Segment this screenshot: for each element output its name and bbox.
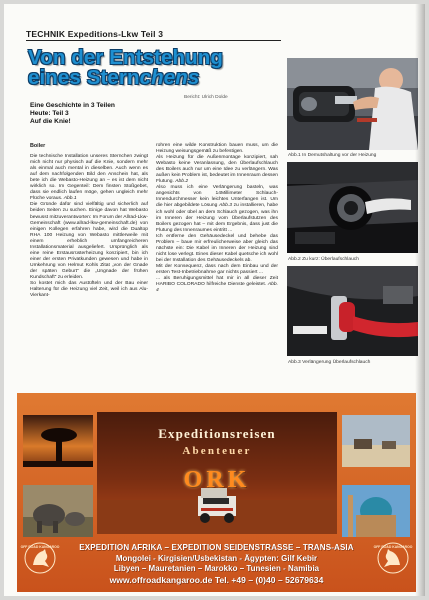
title-line-2 (28, 68, 283, 88)
photo-overflow-hose-extension (287, 266, 418, 356)
kangaroo-logo-right-text: OFF ROAD KANGAROO (373, 545, 413, 549)
ad-photo-mosque (342, 485, 410, 537)
ad-brand-ork: ORK (183, 467, 251, 493)
article-title (28, 48, 283, 88)
col1-paragraph-2: Die Gründe dafür sind vielfältig und sicherlich auf beiden Seiten zu suchen. Einige davon hat Webasto bewusst mitzuverantworten: Im Forum der Allrad-Lkw-Gemeinschaft (www.allrad-lkw-gemeinschaft.de) von einigen Kollegen erfahren habe, wird die Dualtop RHA 100 Heizung von Webasto mittlerweile mit einem erheblich umfangreicheren Installationsmaterial ausgeliefert. Ursprünglich als eine reine Erstausrüsterheizung konzipiert, bin ich einer der ersten Privatkunden gewesen und habe in Umkehrung von Helmut Kohls Zitat „von der Gnade der späten Geburt“ die „Ungnade der frühen Kundschaft“ zu erleiden. (30, 202, 148, 280)
header-rule (26, 40, 281, 41)
travel-advertisement (17, 393, 416, 592)
ad-photo-desert-convoy (342, 415, 410, 467)
photo-overflow-hose-short (287, 162, 418, 253)
ad-text-block (17, 543, 416, 585)
title-line-2-prefix: eines Stern (28, 66, 140, 89)
subtitle-line-3: Auf die Knie! (30, 118, 71, 126)
ad-line-countries-1: Mongolei - Kirgisien/Usbekistan - Ägypten: Gilf Kebir (115, 553, 318, 563)
col1-paragraph-3: So kostet mich das Austüfteln und der Bau einer Halterung für die Heizung viel Zeit, weil ich aus Alu-Vierkant- (30, 281, 148, 299)
col2-paragraph-1: rohren eine wilde Konstruktion bauen muss, um die Heizung weisungsgemäß zu befestigen. (156, 143, 278, 155)
caption-1: Abb.1 In Demutshaltung vor der Heizung (288, 153, 377, 158)
figure-ref-4: Abb. 4 (156, 282, 278, 294)
title-line-1: Von der Entstehung (28, 46, 224, 69)
col2-paragraph-5: Mit der Konsequenz, dass nach dem Einbau und der ersten Test-Inbetriebnahme gar nichts passiert ... (156, 263, 278, 275)
text-column-2 (156, 143, 278, 294)
section-header: TECHNIK Expeditions-Lkw Teil 3 (26, 29, 164, 39)
col2-paragraph-6: ... als Beruhigungsmittel hat mir in all dieser Zeit HARIBO COLORADO hilfreiche Dienste geleistet. Abb. 4 (156, 276, 278, 294)
boiler-heading: Boiler (30, 143, 46, 149)
col2-paragraph-3: Also muss ich eine Verlängerung basteln, was angesichts von 14Millimeter Schlauch-Innendurchmesser kein leichtes Unterfangen ist. Um die hier abgebildete Lösung Abb.3 zu installieren, habe ich wohl oder übel an dem Schlauch gezogen, was ihn im Inneren der Heizung vom Überlaufstutzen des Boilers gezogen hat – mit dem Ergebnis, dass just die Flutung des Innenraumes eintritt ... (156, 185, 278, 233)
subtitle-line-1: Eine Geschichte in 3 Teilen (30, 102, 115, 109)
ad-photo-elephants (23, 485, 93, 537)
figure-ref-2: Abb.2 (175, 179, 189, 185)
title-line-2-italic: chens (139, 66, 200, 89)
ad-line-contact[interactable]: www.offroadkangaroo.de Tel. +49 – (0)40 – 52679634 (109, 574, 324, 585)
col2-paragraph-4: Ich entferne den Gehäusedeckel und behebe das Problem – baue mir erfreulicherweise aber gleich das nächste ein: Die Kabel im Inneren der Heizung sind nicht lose verlegt. Eines dieser Kabel quetsche ich wohl bei der Installation des Gehäusedeckels ab. (156, 233, 278, 263)
kangaroo-logo-left-text: OFF ROAD KANGAROO (20, 545, 60, 549)
figure-ref-1: Abb.1 (63, 196, 77, 202)
author-credit: Bericht: Ulrich Dolde (184, 95, 228, 100)
article-subtitle (30, 102, 115, 127)
ad-headline-expeditionsreisen: Expeditionsreisen (158, 426, 276, 441)
subtitle-line-2: Heute: Teil 3 (30, 110, 69, 118)
caption-2: Abb.2 Zu kurz: Überlaufschlauch (288, 257, 359, 262)
text-column-1 (30, 143, 148, 299)
magazine-page (4, 4, 425, 596)
page-spine-shadow (415, 4, 425, 596)
ad-headline-abenteuer: Abenteuer (182, 445, 252, 457)
ad-line-countries-2: Libyen – Mauretanien – Marokko – Tunesien - Namibia (113, 564, 320, 574)
caption-3: Abb.3 Verlängerung Überlaufschlauch (288, 360, 371, 365)
col2-paragraph-2: Als Heizung für die Außenmontage konzipiert, sah Webasto keine Veranlassung, den Überlaufschlauch des Boilers auch nur um eine Idee zu verlängern. Was außen kein Problem ist, bedeutet im Innenraum dessen Flutung. Abb.2 (156, 155, 278, 185)
ad-photo-baobab (23, 415, 93, 467)
photo-heater-installation (287, 58, 418, 150)
col1-paragraph-1: Die technische Installation unseres Sternchen zwingt mich nicht nur physisch auf die Knie, sondern mehr als einmal auch mental in dieselben. Auch wenn es auf dem nachfolgenden Bild den Anschein hat, als bete ich die Webasto-Heizung an – es ist dem nicht wirklich so. Im Gegenteil: Dem finsten Stoßgebet, dass sie endlich laufen möge, gehen ungleich mehr Flüche voraus. Abb.1 (30, 154, 148, 202)
ad-line-expeditions: EXPEDITION AFRIKA – EXPEDITION SEIDENSTRASSE – TRANS-ASIA (79, 543, 354, 552)
figure-ref-3: Abb.3 (219, 203, 232, 209)
